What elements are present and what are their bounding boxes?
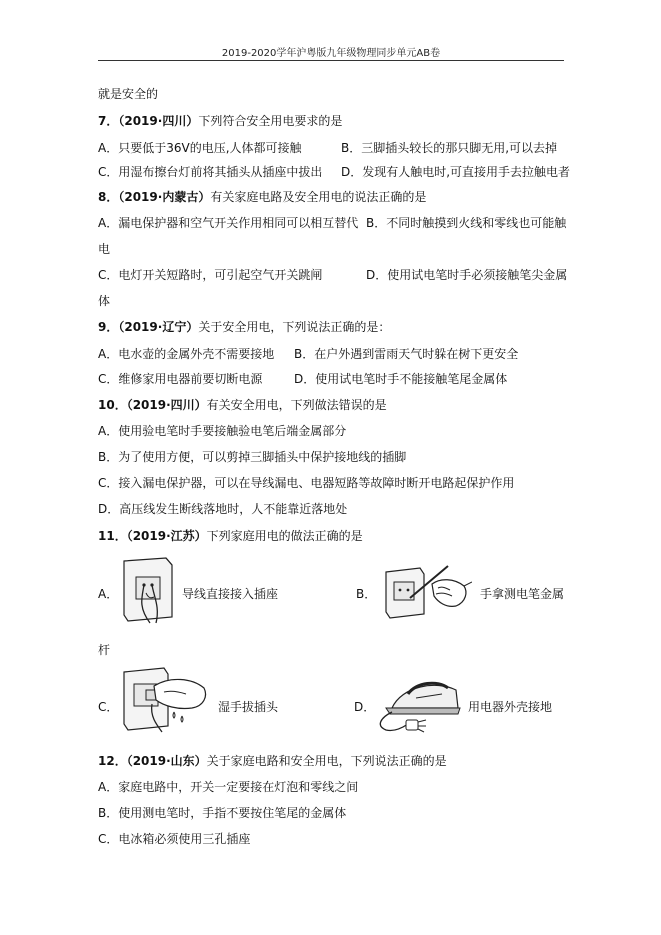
option-d: D．发现有人触电时,可直接用手去拉触电者 [341,165,571,179]
question-number: 12． [98,754,127,768]
page-header: 2019-2020学年沪粤版九年级物理同步单元AB卷 [221,48,441,59]
question-9 [98,319,390,335]
question-number: 8． [98,190,119,204]
question-stem: 下列家庭用电的做法正确的是 [206,529,363,543]
question-stem: 关于安全用电，下列说法正确的是： [198,320,391,334]
question-stem: 有关安全用电，下列做法错误的是 [206,398,387,412]
question-source: （2019·辽宁） [118,320,199,334]
option-c-text: 湿手拔插头 [218,700,279,714]
question-7 [98,113,342,129]
option-a-text: 导线直接接入插座 [182,587,279,601]
option-b: B．为了使用方便，可以剪掉三脚插头中保护接地线的插脚 [98,450,407,464]
option-d-continued: 体 [98,294,111,308]
option-d-letter: D． [354,700,376,714]
question-source: （2019·四川） [126,398,207,412]
option-b-letter: B． [356,587,377,601]
option-c: C．接入漏电保护器，可以在导线漏电、电器短路等故障时断开电路起保护作用 [98,476,515,490]
option-c: C．电灯开关短路时，可引起空气开关跳闸 [98,268,323,282]
question-source: （2019·内蒙古） [118,190,211,204]
option-b: B．在户外遇到雷雨天气时躲在树下更安全 [294,347,519,361]
option-b-continued: 电 [98,242,111,256]
option-a: A．使用验电笔时手要接触验电笔后端金属部分 [98,424,347,438]
wet-hand-plug-icon [120,666,210,734]
option-a: A．漏电保护器和空气开关作用相同可以相互替代 [98,216,359,230]
option-b-text: 手拿测电笔金属 [480,587,565,601]
wire-socket-icon [120,557,176,625]
option-a: A．家庭电路中，开关一定要接在灯泡和零线之间 [98,780,359,794]
question-stem: 关于家庭电路和安全用电，下列说法正确的是 [206,754,447,768]
question-source: （2019·四川） [118,114,199,128]
option-a: A．只要低于36V的电压,人体都可接触 [98,141,302,155]
question-source: （2019·山东） [126,754,207,768]
option-b: B．不同时触摸到火线和零线也可能触 [366,216,567,230]
option-c: C．维修家用电器前要切断电源 [98,372,263,386]
option-d: D．使用试电笔时手必须接触笔尖金属 [366,268,568,282]
option-b: B．使用测电笔时，手指不要按住笔尾的金属体 [98,806,347,820]
option-a: A．电水壶的金属外壳不需要接地 [98,347,275,361]
option-c-letter: C． [98,700,119,714]
option-b-continued: 杆 [98,643,111,657]
question-number: 10． [98,398,127,412]
option-c: C．电冰箱必须使用三孔插座 [98,832,251,846]
question-11 [98,528,363,544]
option-d: D．高压线发生断线落地时，人不能靠近落地处 [98,502,348,516]
header-rule [98,60,564,61]
option-b: B．三脚插头较长的那只脚无用,可以去掉 [341,141,558,155]
option-c: C．用湿布擦台灯前将其插头从插座中拔出 [98,165,323,179]
test-pen-hand-icon [380,562,472,620]
question-stem: 有关家庭电路及安全用电的说法正确的是 [210,190,427,204]
prev-question-tail: 就是安全的 [98,87,159,101]
question-number: 11． [98,529,127,543]
option-d: D．使用试电笔时手不能接触笔尾金属体 [294,372,508,386]
question-stem: 下列符合安全用电要求的是 [198,114,343,128]
question-8 [98,189,426,205]
question-12 [98,753,447,769]
question-number: 9． [98,320,119,334]
question-number: 7． [98,114,119,128]
question-source: （2019·江苏） [126,529,207,543]
option-d-text: 用电器外壳接地 [468,700,553,714]
option-a-letter: A． [98,587,119,601]
electric-iron-icon [372,668,464,738]
question-10 [98,397,387,413]
